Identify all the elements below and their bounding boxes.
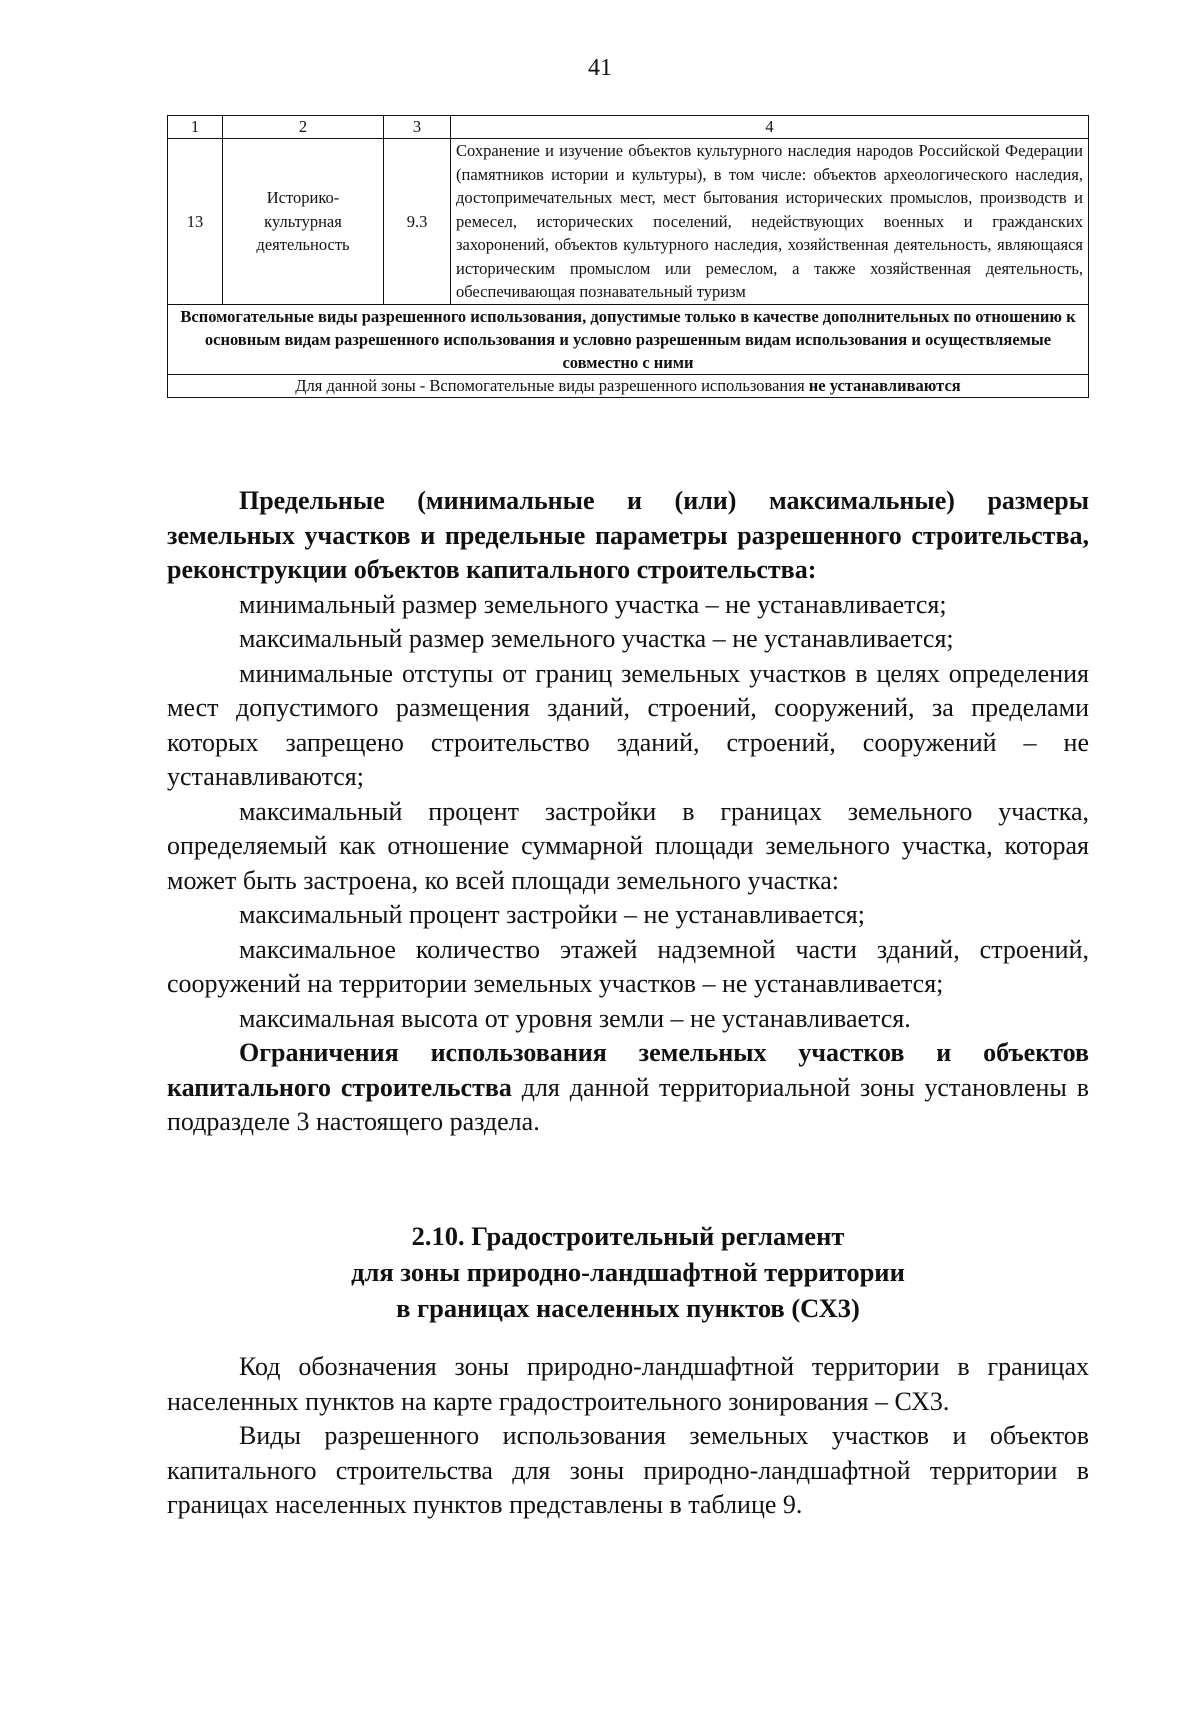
- page-number: 41: [588, 55, 612, 81]
- aux-note-prefix: Для данной зоны - Вспомогательные виды разрешенного использования: [295, 375, 809, 395]
- aux-heading-row: [168, 304, 1089, 374]
- aux-note-row: [168, 374, 1089, 397]
- row-number: 13: [168, 139, 223, 305]
- land-use-table: [167, 115, 1089, 398]
- limit-item-height: максимальная высота от уровня земли – не устанавливается.: [239, 1003, 911, 1033]
- header-col-1: 1: [168, 116, 223, 139]
- aux-uses-note: [168, 374, 1089, 397]
- aux-note-bold: не устанавливаются: [808, 375, 961, 395]
- row-use-name: Историко-культурная деятельность: [223, 139, 384, 305]
- table-row: [168, 139, 1089, 305]
- header-col-3: 3: [384, 116, 451, 139]
- aux-uses-heading: Вспомогательные виды разрешенного использования, допустимые только в качестве дополнительных по отношению к основным видам разрешенного использования и условно разрешенным видам использования и осуществляемые совместно с ними: [168, 304, 1089, 374]
- section-title-line-1: 2.10. Градостроительный регламент: [411, 1221, 845, 1251]
- row-use-description: Сохранение и изучение объектов культурного наследия народов Российской Федерации (памятников истории и культуры), в том числе: объектов археологического наследия, достопримечательных мест, мест бытования исторических промыслов, производств и ремесел, исторических поселений, недействующих военных и гражданских захоронений, объектов культурного наследия, хозяйственная деятельность, являющаяся историческим промыслом или ремеслом, а также хозяйственная деятельность, обеспечивающая познавательный туризм: [451, 139, 1089, 305]
- header-col-4: 4: [451, 116, 1089, 139]
- limit-item-min-size: минимальный размер земельного участка – не устанавливается;: [239, 589, 947, 619]
- row-use-code: 9.3: [384, 139, 451, 305]
- header-col-2: 2: [223, 116, 384, 139]
- section-body: [167, 1350, 1089, 1523]
- restrictions-rest: для данной территориальной зоны установлены в подразделе 3 настоящего раздела.: [167, 1072, 1089, 1136]
- section-title: [167, 1218, 1089, 1326]
- permitted-uses-paragraph: Виды разрешенного использования земельных участков и объектов капитального строительства для зоны природно-ландшафтной территории в границах населенных пунктов представлены в таблице 9.: [167, 1421, 1089, 1519]
- table-header-row: [168, 116, 1089, 139]
- limit-item-floors: максимальное количество этажей надземной части зданий, строений, сооружений на территории земельных участков – не устанавливается;: [167, 934, 1089, 998]
- limit-item-coverage-definition: максимальный процент застройки в границах земельного участка, определяемый как отношение суммарной площади земельного участка, которая может быть застроена, ко всей площади земельного участка:: [167, 796, 1089, 895]
- limit-item-max-size: максимальный размер земельного участка – не устанавливается;: [239, 624, 954, 653]
- restrictions-paragraph: [167, 1036, 1089, 1140]
- zone-code-paragraph: Код обозначения зоны природно-ландшафтной территории в границах населенных пунктов на карте градостроительного зонирования – СХ3.: [167, 1352, 1089, 1416]
- limits-block: [167, 484, 1089, 1140]
- section-title-line-2: для зоны природно-ландшафтной территории: [351, 1257, 905, 1287]
- section-title-line-3: в границах населенных пунктов (СХ3): [396, 1293, 860, 1323]
- limits-heading: Предельные (минимальные и (или) максимальные) размеры земельных участков и предельные параметры разрешенного строительства, реконструкции объектов капитального строительства:: [167, 486, 1089, 584]
- restrictions-bold: Ограничения использования земельных участков и объектов капитального строительства: [167, 1038, 1089, 1102]
- limit-item-setbacks: минимальные отступы от границ земельных участков в целях определения мест допустимого размещения зданий, строений, сооружений, за пределами которых запрещено строительство зданий, строений, сооружений – не устанавливаются;: [167, 658, 1089, 791]
- limit-item-coverage: максимальный процент застройки – не устанавливается;: [239, 900, 865, 929]
